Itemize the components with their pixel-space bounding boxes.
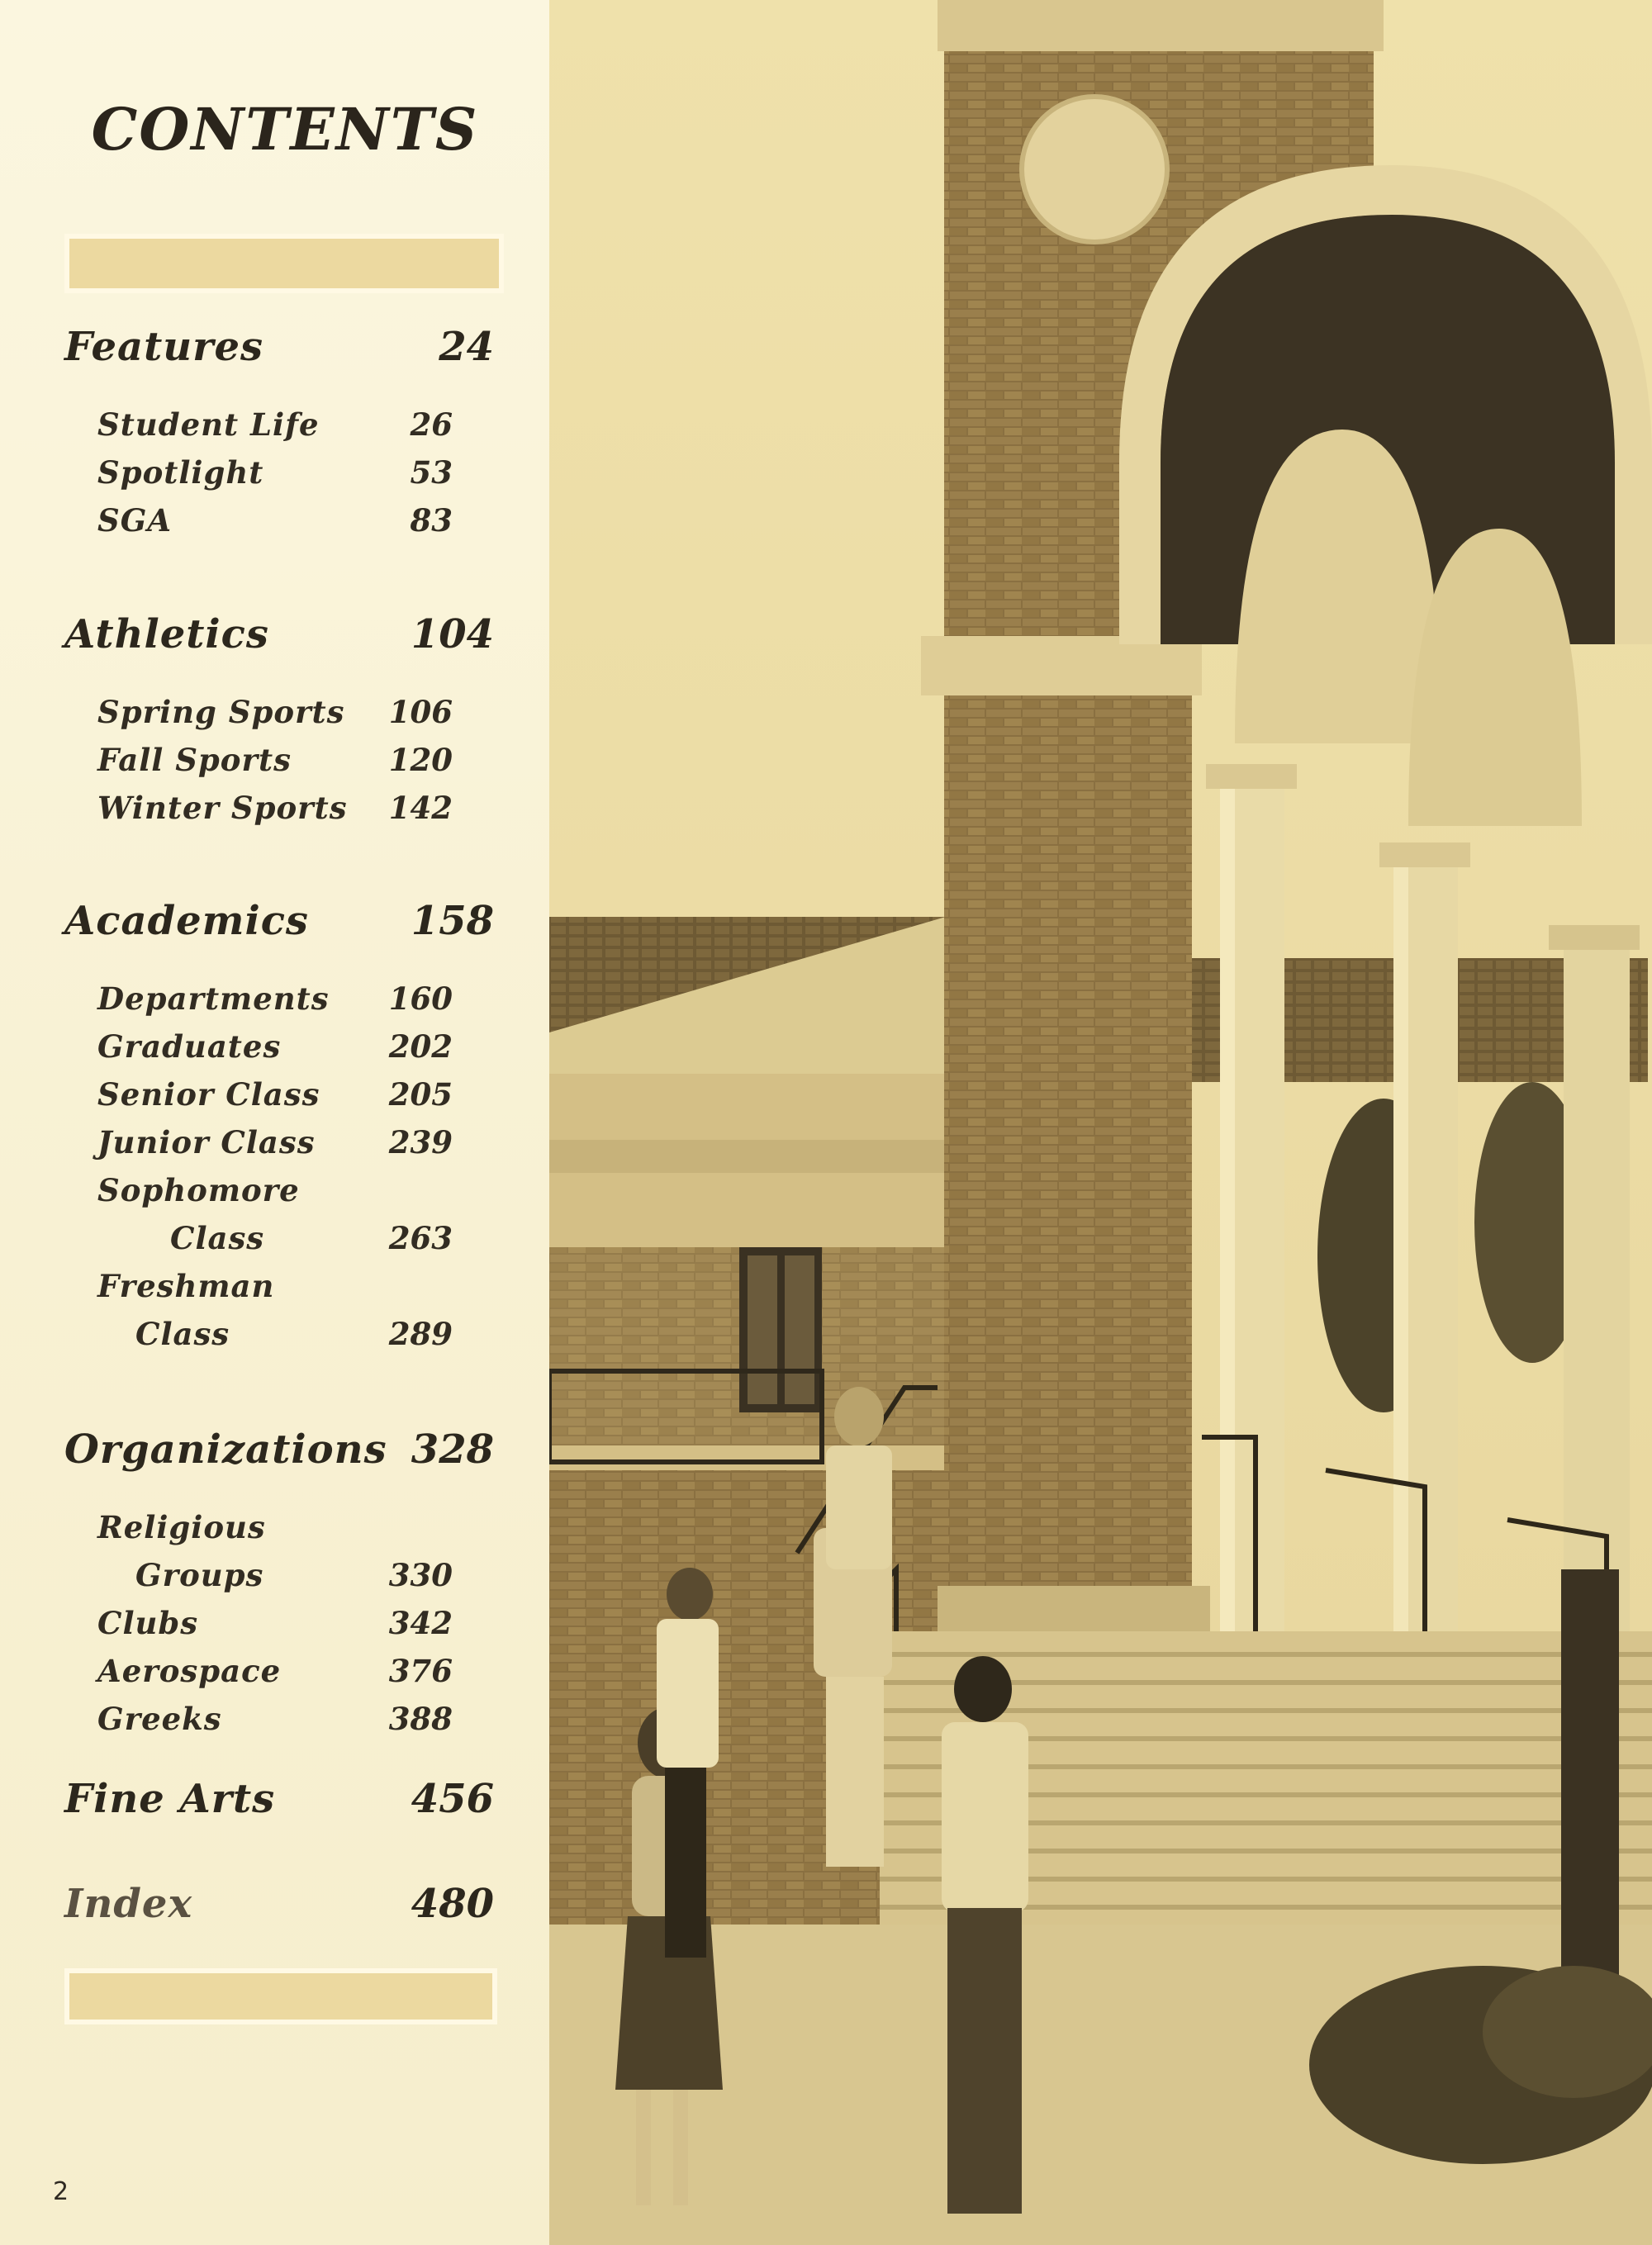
toc-entry[interactable]: Aerospace 376 [97,1653,453,1689]
section-title: Fine Arts [64,1776,276,1822]
toc-entry-continued[interactable]: Groups 330 [135,1557,453,1593]
toc-entry[interactable]: Senior Class 205 [97,1076,453,1113]
toc-entry[interactable]: Fall Sports 120 [97,742,453,778]
toc-section-organizations[interactable] [64,1426,494,1484]
page-number: 2 [53,2177,69,2206]
section-page: 456 [411,1776,494,1822]
top-decorative-bar [64,234,504,293]
section-title: Athletics [64,611,269,657]
toc-entry[interactable]: Student Life 26 [97,406,453,443]
toc-entry[interactable]: Winter Sports 142 [97,790,453,826]
section-page: 480 [411,1881,494,1927]
toc-entry[interactable]: Clubs 342 [97,1605,453,1641]
toc-section-features[interactable] [64,324,494,382]
toc-section-fine-arts[interactable] [64,1776,494,1834]
section-page: 328 [411,1426,494,1473]
toc-entry[interactable]: Junior Class 239 [97,1124,453,1160]
section-page: 24 [439,324,494,370]
page-title: CONTENTS [91,95,479,164]
toc-section-index[interactable] [64,1881,494,1939]
section-title: Organizations [64,1426,387,1473]
toc-entry[interactable]: Greeks 388 [97,1701,453,1737]
section-page: 158 [411,898,494,944]
section-title: Features [64,324,264,370]
toc-entry[interactable]: Freshman [97,1268,275,1304]
toc-entry-continued[interactable]: Class 289 [135,1316,453,1352]
toc-section-athletics[interactable] [64,611,494,669]
campus-arcade-photo [549,0,1652,2245]
section-title: Academics [64,898,309,944]
section-title: Index [64,1881,193,1927]
toc-entry[interactable]: Sophomore [97,1172,300,1208]
toc-section-academics[interactable] [64,898,494,956]
toc-entry[interactable]: Departments 160 [97,980,453,1017]
toc-entry-continued[interactable]: Class 263 [170,1220,453,1256]
bottom-decorative-bar [64,1968,497,2024]
section-page: 104 [411,611,494,657]
toc-entry[interactable]: Spring Sports 106 [97,694,453,730]
toc-entry[interactable]: Religious [97,1509,266,1545]
contents-panel [0,0,549,2245]
toc-entry[interactable]: Graduates 202 [97,1028,453,1065]
toc-entry[interactable]: SGA 83 [97,502,453,539]
toc-entry[interactable]: Spotlight 53 [97,454,453,491]
